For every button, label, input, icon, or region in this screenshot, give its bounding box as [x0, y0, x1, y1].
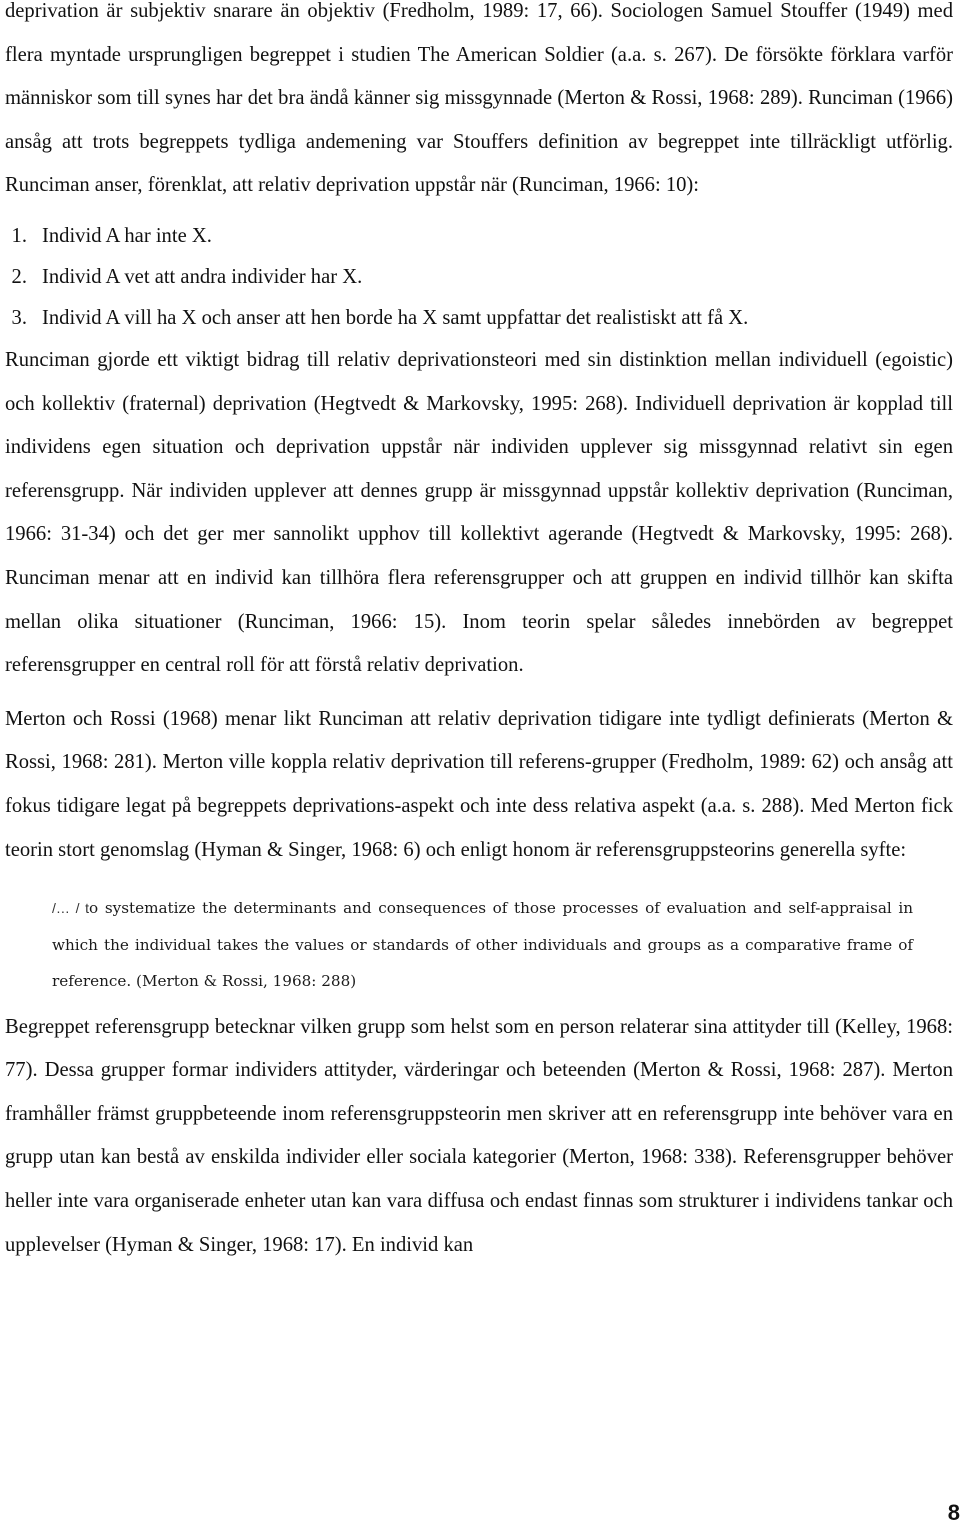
paragraph-relative-deprivation-intro: deprivation är subjektiv snarare än objektiv (Fredholm, 1989: 17, 66). Sociologen Samuel Stouffer (1949) med flera myntade ursprungligen begreppet i studien The American Soldier (a.a. s. 267). De försökte förklara varför människor som till synes har det bra ändå känner sig missgynnade (Merton & Rossi, 1968: 289). Runciman (1966) ansåg att trots begreppets tydliga andemening var Stouffers definition av begreppet inte tillräckligt utförlig. Runciman anser, förenklat, att relativ deprivation uppstår när (Runciman, 1966: 10):	[5, 0, 953, 197]
deprivation-conditions-list	[5, 216, 953, 339]
block-quote-merton-rossi	[52, 890, 913, 1000]
quote-text: o systematize the determinants and consequences of those processes of evaluation and self-appraisal in which the individual takes the values or standards of other individuals and groups as a comparative frame of reference. (Merton & Rossi, 1968: 288)	[52, 899, 913, 991]
list-item-text: Individ A har inte X.	[42, 224, 212, 247]
list-item-number: 2 .	[5, 257, 27, 298]
list-item-text: Individ A vet att andra individer har X.	[42, 265, 363, 288]
document-page	[5, 0, 953, 1267]
list-item	[5, 257, 953, 298]
list-item-number: 1 .	[5, 216, 27, 257]
page-number: 8	[947, 1500, 960, 1525]
list-item-number: 3 .	[5, 298, 27, 339]
paragraph-egoistic-fraternal-deprivation: Runciman gjorde ett viktigt bidrag till relativ deprivationsteori med sin distinktion mellan individuell (egoistic) och kollektiv (fraternal) deprivation (Hegtvedt & Markovsky, 1995: 268). Individuell deprivation är kopplad till individens egen situation och deprivation uppstår när individen upplever sig missgynnad relativt sin egen referensgrupp. När individen upplever att dennes grupp är missgynnad uppstår kollektiv deprivation (Runciman, 1966: 31-34) och det ger mer sannolikt upphov till kollektivt agerande (Hegtvedt & Markovsky, 1995: 268). Runciman menar att en individ kan tillhöra flera referensgrupper och att gruppen en individ tillhör kan skifta mellan olika situationer (Runciman, 1966: 15). Inom teorin spelar således innebörden av begreppet referensgrupper en central roll för att förstå relativ deprivation.	[5, 348, 953, 677]
list-item	[5, 298, 953, 339]
list-item-text: Individ A vill ha X och anser att hen borde ha X samt uppfattar det realistiskt att få X.	[42, 306, 749, 329]
list-item	[5, 216, 953, 257]
paragraph-merton-rossi: Merton och Rossi (1968) menar likt Runciman att relativ deprivation tidigare inte tydligt definierats (Merton & Rossi, 1968: 281). Merton ville koppla relativ deprivation till referens-grupper (Fredholm, 1989: 62) och ansåg att fokus tidigare legat på begreppets deprivations-aspekt och inte dess relativa aspekt (a.a. s. 288). Med Merton fick teorin stort genomslag (Hyman & Singer, 1968: 6) och enligt honom är referensgruppsteorins generella syfte:	[5, 707, 953, 861]
paragraph-reference-group: Begreppet referensgrupp betecknar vilken grupp som helst som en person relaterar sina attityder till (Kelley, 1968: 77). Dessa grupper formar individers attityder, värderingar och beteenden (Merton & Rossi, 1968: 287). Merton framhåller främst gruppbeteende inom referensgruppsteorin men skriver att en referensgrupp inte behöver vara en grupp utan kan bestå av enskilda individer eller sociala kategorier (Merton, 1968: 338). Referensgrupper behöver heller inte vara organiserade enheter utan kan vara diffusa och endast finnas som strukturer i individens tankar och upplevelser (Hyman & Singer, 1968: 17). En individ kan	[5, 1015, 953, 1256]
quote-ellipsis: /… / t	[52, 900, 90, 917]
